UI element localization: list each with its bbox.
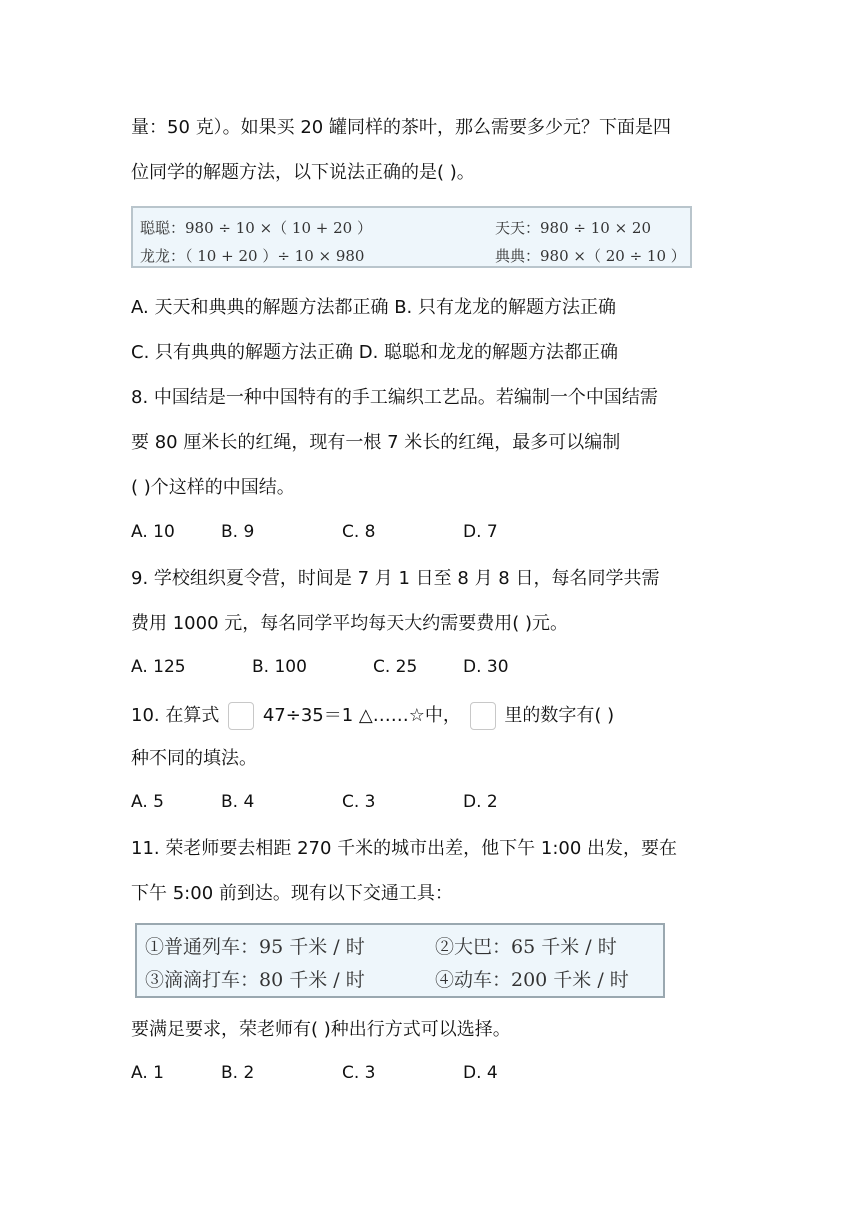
q10-text-part-1: 10. 在算式: [131, 705, 220, 726]
q11-text-line-1: 11. 荣老师要去相距 270 千米的城市出差，他下午 1:00 出发，要在: [131, 838, 678, 859]
transport-4: ④动车：200 千米 / 时: [435, 969, 629, 991]
q9-option-d[interactable]: D. 30: [463, 657, 509, 677]
q10-option-d[interactable]: D. 2: [463, 792, 498, 812]
method-diandian: 典典：980 ×（ 20 ÷ 10 ）: [495, 247, 686, 265]
q7-text-line-2: 位同学的解题方法，以下说法正确的是( )。: [131, 162, 475, 183]
q11-option-d[interactable]: D. 4: [463, 1063, 498, 1083]
q8-text-line-2: 要 80 厘米长的红绳，现有一根 7 米长的红绳，最多可以编制: [131, 432, 621, 453]
q8-option-d[interactable]: D. 7: [463, 522, 498, 542]
q10-text-line-2: 种不同的填法。: [131, 748, 257, 769]
transport-3: ③滴滴打车：80 千米 / 时: [145, 969, 365, 991]
method-congcong: 聪聪：980 ÷ 10 ×（ 10 + 20 ）: [140, 219, 372, 237]
q8-option-b[interactable]: B. 9: [221, 522, 255, 542]
q9-option-b[interactable]: B. 100: [252, 657, 307, 677]
q9-option-a[interactable]: A. 125: [131, 657, 186, 677]
q10-text-part-3: 里的数字有( ): [504, 705, 615, 726]
q8-option-c[interactable]: C. 8: [342, 522, 376, 542]
q8-text-line-1: 8. 中国结是一种中国特有的手工编织工艺品。若编制一个中国结需: [131, 387, 658, 408]
q10-text-line-1: [131, 702, 614, 730]
q11-transport-box: [135, 923, 665, 998]
q10-text-part-2: 47÷35＝1 △……☆中，: [262, 705, 461, 726]
q9-option-c[interactable]: C. 25: [373, 657, 418, 677]
q7-option-d[interactable]: D. 聪聪和龙龙的解题方法都正确: [358, 342, 619, 363]
q7-methods-box: [131, 206, 692, 268]
q8-option-a[interactable]: A. 10: [131, 522, 175, 542]
method-tiantian: 天天：980 ÷ 10 × 20: [495, 219, 652, 237]
q7-text-line-1: 量：50 克）。如果买 20 罐同样的茶叶，那么需要多少元？下面是四: [131, 117, 671, 138]
q10-option-c[interactable]: C. 3: [342, 792, 376, 812]
blank-square-2: [470, 702, 496, 730]
q11-option-a[interactable]: A. 1: [131, 1063, 164, 1083]
q11-text-line-2: 下午 5:00 前到达。现有以下交通工具：: [131, 883, 453, 904]
q10-option-b[interactable]: B. 4: [221, 792, 255, 812]
method-longlong: 龙龙：（ 10 + 20 ）÷ 10 × 980: [140, 247, 365, 265]
q8-text-line-3: ( )个这样的中国结。: [131, 477, 295, 498]
q7-option-c[interactable]: C. 只有典典的解题方法正确: [131, 342, 354, 363]
q7-options-row-2: [131, 341, 618, 365]
q7-option-a[interactable]: A. 天天和典典的解题方法都正确: [131, 297, 389, 318]
q9-text-line-1: 9. 学校组织夏令营，时间是 7 月 1 日至 8 月 8 日，每名同学共需: [131, 568, 660, 589]
q11-option-b[interactable]: B. 2: [221, 1063, 255, 1083]
transport-1: ①普通列车：95 千米 / 时: [145, 936, 365, 958]
q10-option-a[interactable]: A. 5: [131, 792, 164, 812]
q11-option-c[interactable]: C. 3: [342, 1063, 376, 1083]
q7-options-row-1: [131, 296, 616, 320]
q9-text-line-2: 费用 1000 元，每名同学平均每天大约需要费用( )元。: [131, 613, 569, 634]
blank-square-1: [228, 702, 254, 730]
q11-text-line-3: 要满足要求，荣老师有( )种出行方式可以选择。: [131, 1019, 511, 1040]
transport-2: ②大巴：65 千米 / 时: [435, 936, 617, 958]
q7-option-b[interactable]: B. 只有龙龙的解题方法正确: [394, 297, 616, 318]
